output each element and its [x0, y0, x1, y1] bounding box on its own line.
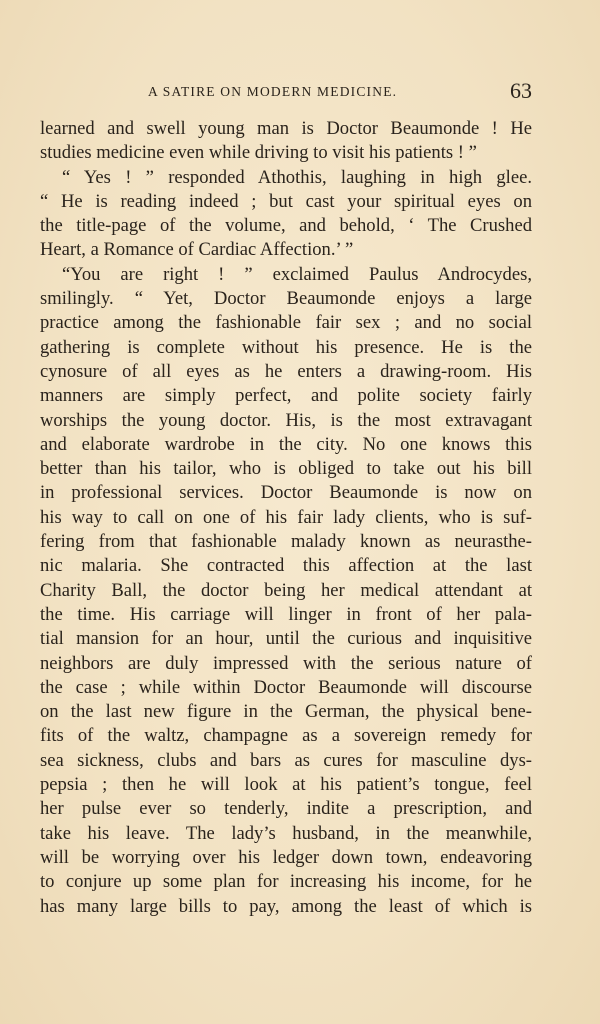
- text-line: has many large bills to pay, among the least of which is: [40, 895, 532, 917]
- text-line: the time. His carriage will linger in front of her pala-: [40, 603, 532, 625]
- body-text: [40, 117, 532, 919]
- page-header: [40, 78, 532, 104]
- text-line: practice among the fashionable fair sex ; and no social: [40, 312, 532, 334]
- text-line: and elaborate wardrobe in the city. No one knows this: [40, 433, 532, 455]
- text-line: on the last new figure in the German, the physical bene-: [40, 701, 532, 723]
- text-line: pepsia ; then he will look at his patient’s tongue, feel: [40, 774, 532, 796]
- text-line: Charity Ball, the doctor being her medical attendant at: [40, 579, 532, 601]
- text-line: to conjure up some plan for increasing his income, for he: [40, 871, 532, 893]
- text-line: fering from that fashionable malady known as neurasthe-: [40, 531, 532, 553]
- text-line: will be worrying over his ledger down town, endeavoring: [40, 846, 532, 868]
- text-line: cynosure of all eyes as he enters a drawing-room. His: [40, 360, 532, 382]
- text-line: her pulse ever so tenderly, indite a prescription, and: [40, 798, 532, 820]
- text-line: sea sickness, clubs and bars as cures for masculine dys-: [40, 749, 532, 771]
- text-line: manners are simply perfect, and polite society fairly: [40, 385, 532, 407]
- text-line: better than his tailor, who is obliged to take out his bill: [40, 458, 532, 480]
- text-line: Heart, a Romance of Cardiac Affection.’ ”: [40, 239, 354, 261]
- text-line: smilingly. “ Yet, Doctor Beaumonde enjoys a large: [40, 288, 532, 310]
- text-line: take his leave. The lady’s husband, in the meanwhile,: [40, 822, 532, 844]
- text-line: “You are right ! ” exclaimed Paulus Androcydes,: [62, 263, 532, 285]
- text-line: “ He is reading indeed ; but cast your spiritual eyes on: [40, 190, 532, 212]
- text-line: fits of the waltz, champagne as a sovereign remedy for: [40, 725, 532, 747]
- text-line: his way to call on one of his fair lady clients, who is suf-: [40, 506, 532, 528]
- text-line: worships the young doctor. His, is the most extravagant: [40, 409, 532, 431]
- text-line: tial mansion for an hour, until the curious and inquisitive: [40, 628, 532, 650]
- text-line: “ Yes ! ” responded Athothis, laughing in high glee.: [62, 166, 532, 188]
- text-line: gathering is complete without his presence. He is the: [40, 336, 532, 358]
- text-line: nic malaria. She contracted this affection at the last: [40, 555, 532, 577]
- running-head: A SATIRE ON MODERN MEDICINE.: [148, 84, 398, 99]
- text-line: the title-page of the volume, and behold, ‘ The Crushed: [40, 215, 532, 237]
- text-line: studies medicine even while driving to visit his patients ! ”: [40, 142, 477, 164]
- text-line: learned and swell young man is Doctor Beaumonde ! He: [40, 118, 532, 139]
- text-line: neighbors are duly impressed with the serious nature of: [40, 652, 532, 674]
- page-number: 63: [510, 78, 532, 103]
- text-line: the case ; while within Doctor Beaumonde will discourse: [40, 676, 532, 698]
- text-line: in professional services. Doctor Beaumonde is now on: [40, 482, 532, 504]
